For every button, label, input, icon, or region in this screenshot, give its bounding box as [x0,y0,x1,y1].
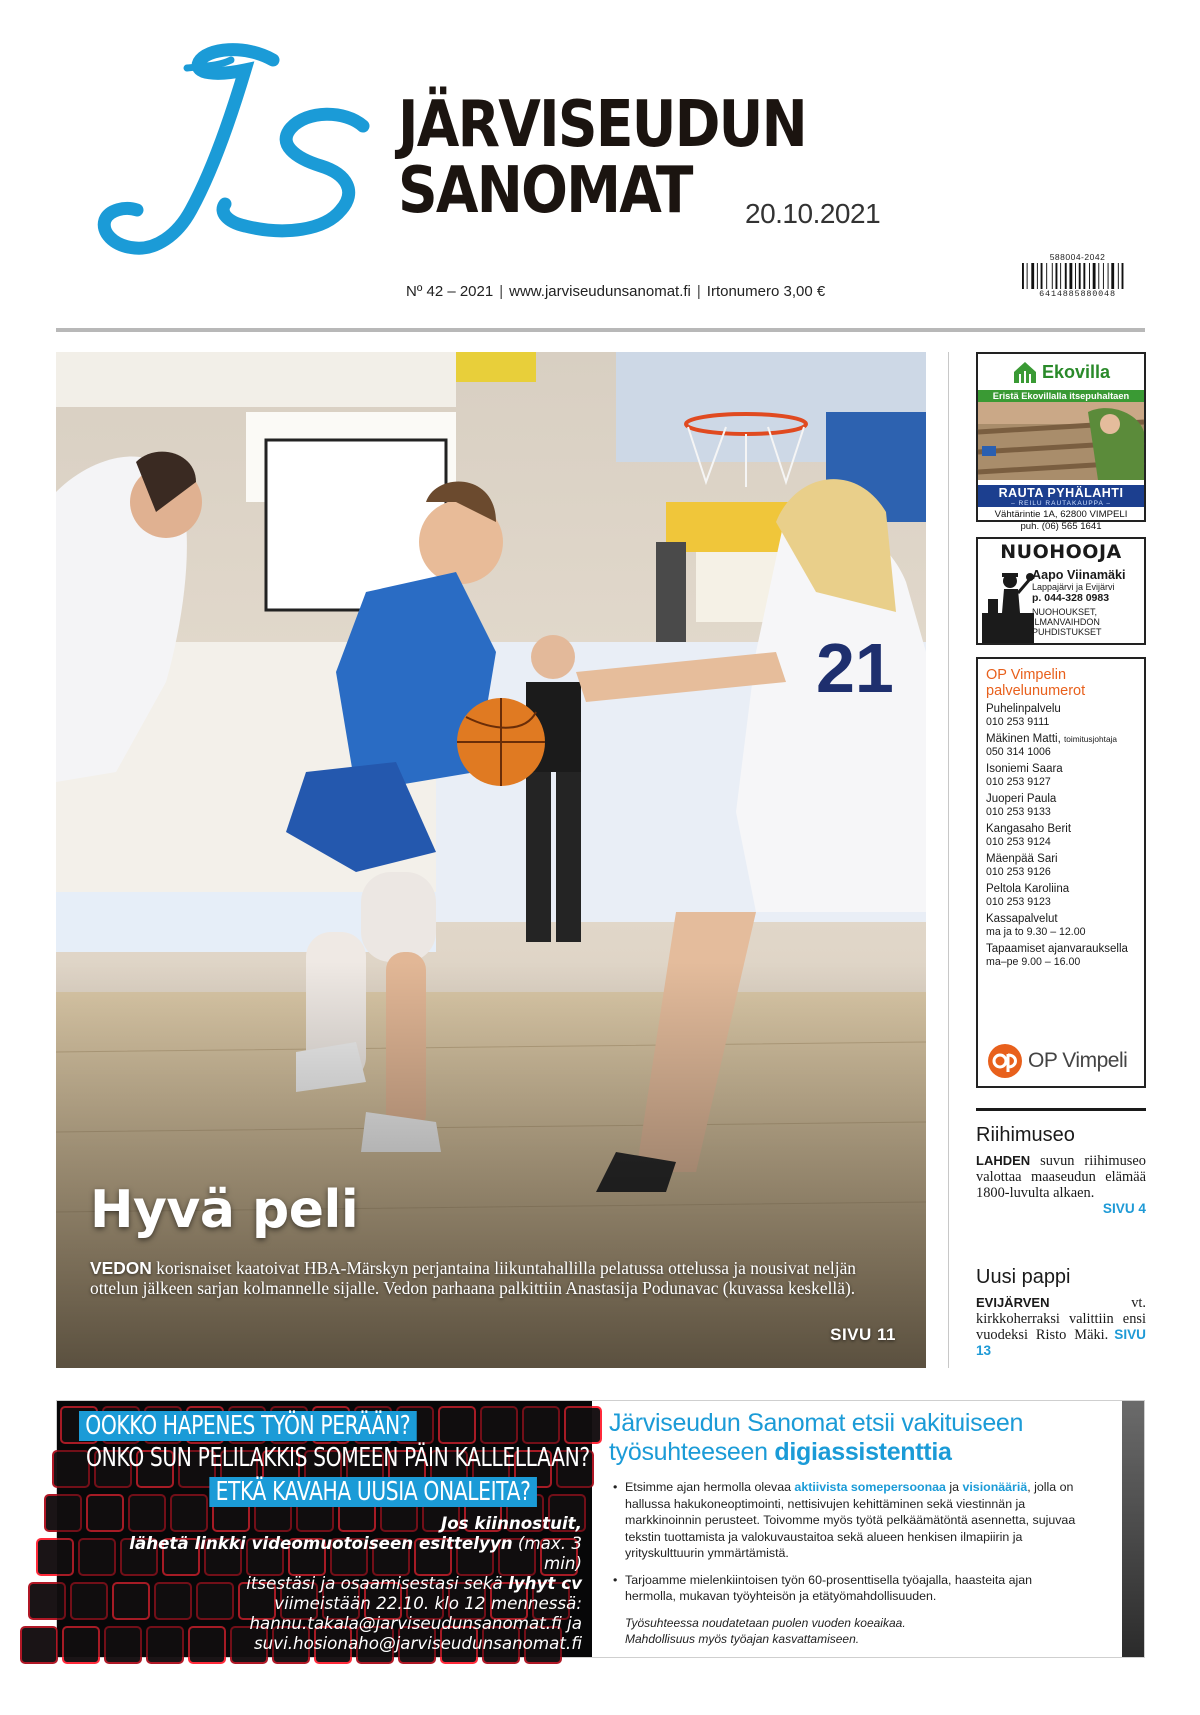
nuohooja-ad[interactable] [976,537,1146,645]
nuohooja-phone[interactable]: p. 044-328 0983 [1032,592,1110,604]
op-contact [986,793,1136,818]
op-contact-phone[interactable]: ma ja to 9.30 – 12.00 [986,926,1086,938]
op-vimpeli-ad[interactable] [976,657,1146,1088]
cta-video-length: (max. 3 min) [512,1533,582,1573]
nuohooja-service: NUOHOUKSET, [1032,607,1098,617]
job-bullet: • Tarjoamme mielenkiintoisen työn 60-prosenttisella työajalla, haasteita ajan hermolla, mukavan työyhteisön ja etätyömahdollisuuden. [611,1572,1081,1605]
teaser-body [976,1153,1146,1201]
teaser-headline: Riihimuseo [976,1124,1075,1146]
cta-deadline: viimeistään 22.10. klo 12 mennessä: [274,1593,582,1613]
op-contact [986,703,1136,728]
op-logo-text: OP Vimpeli [1028,1049,1128,1072]
op-contact [986,823,1136,848]
teaser-uusi-pappi[interactable] [976,1266,1146,1359]
nuohooja-name: Aapo Viinamäki [1032,568,1126,582]
ekovilla-slogan: Eristä Ekovillalla itsepuhaltaen [978,390,1144,402]
barcode-bars [1020,263,1135,289]
barcode [1020,252,1135,299]
cta-intro: Jos kiinnostuit, [440,1513,582,1533]
op-contact-phone[interactable]: 010 253 9127 [986,776,1051,788]
store-name: RAUTA PYHÄLAHTI [998,486,1124,500]
cta-email-2[interactable]: suvi.hosionaho@jarviseudunsanomat.fi [253,1633,582,1653]
chimney-sweep-icon [982,569,1034,643]
nuohooja-services [1032,607,1144,637]
masthead-divider [56,328,1145,332]
barcode-top-number: 588004-2042 [1049,252,1106,262]
ekovilla-brand: Ekovilla [1041,361,1111,382]
job-ad-photo-strip [1122,1401,1144,1657]
teaser-headline: Uusi pappi [976,1266,1071,1288]
store-address: Vähtärintie 1A, 62800 VIMPELI [994,509,1128,520]
cover-headline[interactable]: Hyvä peli [90,1180,359,1240]
nuohooja-title: NUOHOOJA [1000,541,1122,563]
op-contact [986,943,1136,968]
barcode-bottom-number: 6414885880048 [1039,289,1116,299]
job-title-role: digiassistenttia [774,1438,952,1466]
issue-price: Irtonumero 3,00 € [706,283,826,300]
issue-number: Nº 42 – 2021 [406,283,494,300]
op-contact-list [986,703,1136,968]
op-contact-name: Mäkinen Matti, toimitusjohtaja [986,733,1118,745]
op-contact-name: Juoperi Paula [986,793,1057,805]
job-note-trial: Työsuhteessa noudatetaan puolen vuoden koeaikaa. [625,1615,906,1630]
cover-caption [90,1258,902,1298]
job-ad[interactable] [56,1400,1145,1658]
teaser-divider [976,1108,1146,1111]
op-contact [986,853,1136,878]
website-link[interactable]: www.jarviseudunsanomat.fi [509,283,691,300]
nuohooja-service: ILMANVAIHDON [1032,617,1100,627]
cta-skills: itsestäsi ja osaamisestasi sekä [246,1573,509,1593]
cover-page-reference[interactable]: SIVU 11 [830,1325,896,1344]
js-logo [95,40,395,270]
teaser-page-reference[interactable]: SIVU 4 [1102,1201,1146,1216]
op-contact-name: Kangasaho Berit [986,823,1072,835]
house-icon [1012,359,1038,385]
op-contact-name: Kassapalvelut [986,913,1058,925]
nuohooja-service: PUHDISTUKSET [1032,627,1102,637]
teaser-kicker: LAHDEN [976,1153,1031,1168]
op-contact-phone[interactable]: 010 253 9124 [986,836,1051,848]
nuohooja-area: Lappajärvi ja Evijärvi [1032,582,1115,592]
store-phone: puh. (06) 565 1641 [1020,520,1102,532]
teaser-kicker: EVIJÄRVEN [976,1295,1050,1310]
op-title: OP Vimpelin palvelunumerot [986,667,1086,699]
issue-info: Nº 42 – 2021 | www.jarviseudunsanomat.fi | Irtonumero 3,00 € [406,283,826,300]
op-contact-phone[interactable]: 050 314 1006 [986,746,1051,758]
op-logo [988,1044,1127,1078]
job-bullet: • Etsimme ajan hermolla olevaa aktiivista somepersoonaa ja visionääriä, jolla on hallussa hakukoneoptimointi, nettisivujen kehittäminen sekä viestinnän ja markkinoinnin perusteet. Toivomme myös työtä pelkäämätöntä asennetta, sujuvaa tekstin tuottamista ja valokuvaustaitoa sekä alueen henkisen ilmapiirin ja yrityskulttuurin ymmärtämistä. [611,1479,1081,1562]
job-note [609,1615,1079,1647]
op-contact-phone[interactable]: 010 253 9111 [986,716,1050,728]
column-divider [948,352,949,1368]
cover-caption-text: korisnaiset kaatoivat HBA-Märskyn perjantaina liikuntahallilla pelatussa ottelussa ja nousivat neljän ottelun jälkeen sarjan kolmannelle sijalle. Vedon parhaana palkittiin Anastasija Podunavac (kuvassa keskellä). [90,1258,856,1298]
op-logo-icon [988,1044,1022,1078]
op-contact-role: toimitusjohtaja [1063,734,1118,744]
ekovilla-header [978,354,1144,390]
store-tagline: – REILU RAUTAKAUPPA – [1011,500,1111,507]
title-line-2: SANOMAT [398,154,692,228]
cta-email-1[interactable]: hannu.takala@jarviseudunsanomat.fi ja [249,1613,582,1633]
issue-date: 20.10.2021 [745,198,881,229]
op-contact [986,913,1136,938]
job-title-text: Järviseudun Sanomat etsii vakituiseen työsuhteeseen [609,1409,1024,1466]
teaser-riihimuseo[interactable] [976,1124,1146,1216]
op-contact [986,763,1136,788]
title-line-1: JÄRVISEUDUN [398,88,806,162]
nuohooja-details [1032,568,1144,637]
job-ad-description [609,1409,1139,1647]
op-contact-phone[interactable]: 010 253 9123 [986,896,1051,908]
store-contact [978,507,1144,532]
teaser-text: vt. kirkkoherraksi valittiin ensi vuodeksi Risto Mäki. [976,1295,1146,1343]
job-note-hours: Mahdollisuus myös työajan kasvattamiseen. [625,1631,860,1646]
job-ad-instructions [92,1513,582,1653]
op-contact-name: Isoniemi Saara [986,763,1063,775]
teaser-body [976,1295,1146,1359]
cta-cv: lyhyt cv [508,1573,582,1593]
job-ad-line-1: OOKKO HAPENES TYÖN PERÄÄN? [79,1411,416,1441]
op-contact-name: Puhelinpalvelu [986,703,1061,715]
op-contact-name: Tapaamiset ajanvarauksella [986,943,1128,955]
job-ad-line-2: ONKO SUN PELILAKKIS SOMEEN PÄIN KALLELLAAN? [86,1443,590,1473]
teaser-text: suvun riihimuseo valottaa maaseudun elämää 1800-luvulta alkaen. [976,1153,1146,1201]
op-contact [986,733,1136,758]
cover-photo[interactable] [56,352,926,1368]
op-contact [986,883,1136,908]
op-contact-phone[interactable]: 010 253 9133 [986,806,1051,818]
job-bullets [609,1479,1139,1605]
ekovilla-ad[interactable] [976,352,1146,532]
job-ad-line-3: ETKÄ KAVAHA UUSIA ONALEITA? [210,1477,537,1507]
op-contact-phone[interactable]: ma–pe 9.00 – 16.00 [986,956,1081,968]
teaser-page-reference[interactable]: SIVU 13 [976,1327,1146,1358]
op-contact-name: Mäenpää Sari [986,853,1058,865]
op-contact-name: Peltola Karoliina [986,883,1070,895]
insulation-photo [978,402,1144,480]
cover-caption-kicker: VEDON [90,1258,152,1278]
job-title [609,1409,1139,1467]
cta-video: lähetä linkki videomuotoiseen esittelyyn [129,1533,513,1553]
op-contact-phone[interactable]: 010 253 9126 [986,866,1051,878]
rauta-pyhalahti-banner [978,485,1144,507]
job-ad-keyboard-panel [57,1401,592,1657]
